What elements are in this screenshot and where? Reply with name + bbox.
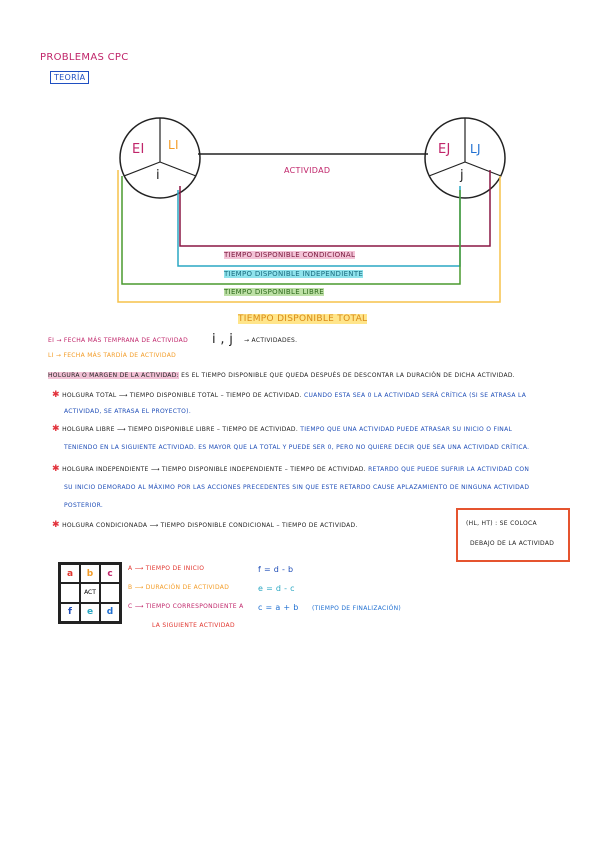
definition-lead: HOLGURA O MARGEN DE LA ACTIVIDAD:: [48, 372, 179, 379]
free-line: [122, 176, 460, 284]
grid-legend-c: C ⟶ TIEMPO CORRESPONDIENTE A: [128, 603, 244, 610]
bullet-marker: ✱: [52, 390, 60, 400]
node-i-label: i: [156, 168, 160, 183]
node-ei-label: EI: [132, 142, 145, 157]
band-conditional: TIEMPO DISPONIBLE CONDICIONAL: [224, 251, 356, 259]
definition-text: ES EL TIEMPO DISPONIBLE QUE QUEDA DESPUÉS DE DESCONTAR LA DURACIÓN DE DICHA ACTIVIDAD.: [181, 372, 515, 379]
bullet-3-line2: SU INICIO DEMORADO AL MÁXIMO POR LAS ACCIONES PRECEDENTES SIN QUE ESTE RETARDO CAUSE APLAZAMIENTO DE NINGUNA ACTIVIDAD: [64, 484, 530, 491]
bullet-2-line1: ✱ HOLGURA LIBRE ⟶ TIEMPO DISPONIBLE LIBRE – TIEMPO DE ACTIVIDAD. TIEMPO QUE UNA ACTIVIDAD PUEDE ATRASAR SU INICIO O FINAL: [52, 424, 513, 434]
band-total: TIEMPO DISPONIBLE TOTAL: [238, 314, 368, 324]
legend-ei: EI → FECHA MÁS TEMPRANA DE ACTIVIDAD: [48, 337, 188, 344]
legend-li: LI → FECHA MÁS TARDÍA DE ACTIVIDAD: [48, 352, 177, 359]
bullet-4-line1: ✱ HOLGURA CONDICIONADA ⟶ TIEMPO DISPONIBLE CONDICIONAL – TIEMPO DE ACTIVIDAD.: [52, 520, 358, 530]
node-lj-label: LJ: [470, 142, 481, 156]
total-line: [118, 170, 500, 302]
formula-c-note: (TIEMPO DE FINALIZACIÓN): [312, 605, 402, 612]
note-box: [456, 508, 570, 562]
bullet-marker: ✱: [52, 464, 60, 474]
grid-cell-d: d: [100, 603, 120, 622]
definition-line: [48, 372, 515, 379]
grid-legend-c-cont: LA SIGUIENTE ACTIVIDAD: [152, 622, 235, 629]
bullet-marker: ✱: [52, 520, 60, 530]
node-li-label: LI: [168, 138, 179, 152]
conditional-line: [180, 170, 490, 246]
note-line-2: DEBAJO DE LA ACTIVIDAD: [470, 540, 555, 547]
band-independent: TIEMPO DISPONIBLE INDEPENDIENTE: [224, 270, 364, 278]
formula-e: e = d - c: [258, 584, 295, 593]
grid-cell-e: e: [80, 603, 100, 622]
grid-legend-b: B ⟶ DURACIÓN DE ACTIVIDAD: [128, 584, 230, 591]
bullet-3-line1: ✱ HOLGURA INDEPENDIENTE ⟶ TIEMPO DISPONIBLE INDEPENDIENTE – TIEMPO DE ACTIVIDAD. RETARDO QUE PUEDE SUFRIR LA ACTIVIDAD CON: [52, 464, 530, 474]
bullet-marker: ✱: [52, 424, 60, 434]
grid-legend-a: A ⟶ TIEMPO DE INICIO: [128, 565, 205, 572]
grid-cell-empty: [100, 583, 120, 602]
network-diagram: [0, 0, 600, 330]
legend-ij-symbol: i , j: [212, 332, 234, 347]
formula-c: c = a + b: [258, 603, 299, 612]
section-tag: TEORÍA: [50, 71, 89, 84]
bullet-1-line2: ACTIVIDAD, SE ATRASA EL PROYECTO).: [64, 408, 192, 415]
band-free: TIEMPO DISPONIBLE LIBRE: [224, 288, 324, 296]
node-j-label: j: [460, 168, 464, 183]
grid-cell-b: b: [80, 564, 100, 583]
grid-cell-a: a: [60, 564, 80, 583]
grid-cell-empty: [60, 583, 80, 602]
bullet-2-line2: TENIENDO EN LA SIGUIENTE ACTIVIDAD. ES MAYOR QUE LA TOTAL Y PUEDE SER 0, PERO NO QUIERE DECIR QUE SEA UNA ACTIVIDAD CRÍTICA.: [64, 444, 530, 451]
grid-cell-act: ACT: [80, 583, 100, 602]
grid-cell-f: f: [60, 603, 80, 622]
activity-grid: [58, 562, 122, 624]
formula-f: f = d - b: [258, 565, 294, 574]
bullet-1-line1: ✱ HOLGURA TOTAL ⟶ TIEMPO DISPONIBLE TOTAL – TIEMPO DE ACTIVIDAD. CUANDO ESTA SEA 0 LA ACTIVIDAD SERÁ CRÍTICA (SI SE ATRASA LA: [52, 390, 527, 400]
node-ej-label: EJ: [438, 142, 451, 157]
bullet-3-line3: POSTERIOR.: [64, 502, 104, 509]
page-title: PROBLEMAS CPC: [40, 52, 129, 63]
grid-cell-c: c: [100, 564, 120, 583]
activity-label: ACTIVIDAD: [284, 166, 331, 175]
legend-ij-desc: → ACTIVIDADES.: [244, 337, 298, 344]
note-line-1: (HL, HT) : SE COLOCA: [466, 520, 537, 527]
